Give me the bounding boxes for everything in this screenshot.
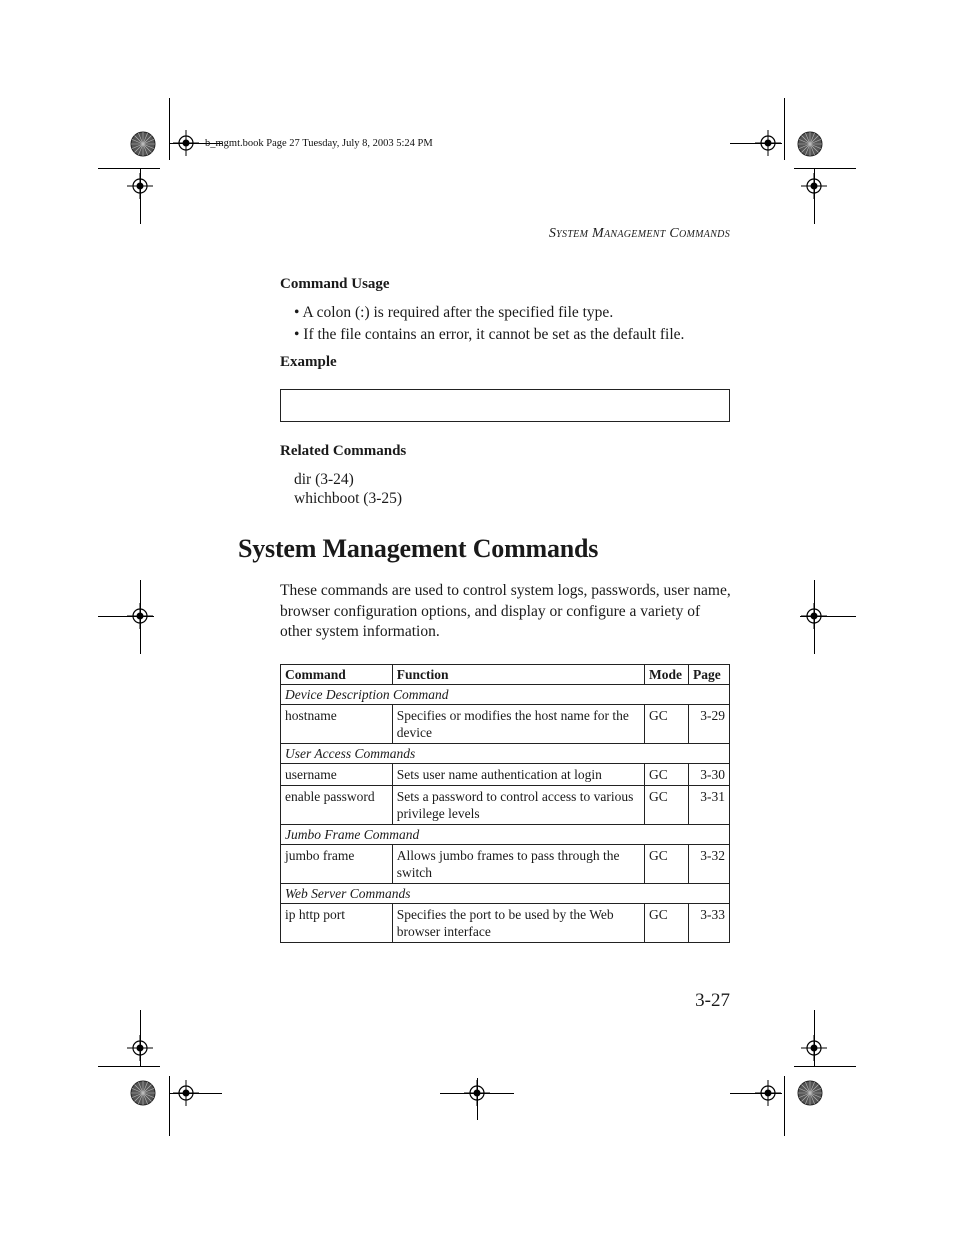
group-label: User Access Commands bbox=[281, 744, 730, 764]
running-head: System Management Commands bbox=[548, 226, 730, 241]
function-cell: Specifies or modifies the host name for the device bbox=[392, 705, 644, 744]
command-cell: hostname bbox=[281, 705, 393, 744]
group-label: Web Server Commands bbox=[281, 884, 730, 904]
table-row bbox=[281, 845, 730, 884]
print-slug: b_mgmt.book Page 27 Tuesday, July 8, 2003 5:24 PM bbox=[205, 138, 433, 149]
example-box bbox=[280, 389, 730, 422]
page-cell: 3-32 bbox=[689, 845, 730, 884]
function-cell: Allows jumbo frames to pass through the switch bbox=[392, 845, 644, 884]
mode-cell: GC bbox=[645, 845, 689, 884]
command-cell: username bbox=[281, 764, 393, 786]
table-row bbox=[281, 786, 730, 825]
table-row bbox=[281, 904, 730, 943]
mode-cell: GC bbox=[645, 705, 689, 744]
mode-cell: GC bbox=[645, 904, 689, 943]
commands-table bbox=[280, 664, 730, 943]
command-cell: enable password bbox=[281, 786, 393, 825]
column-header: Page bbox=[689, 665, 730, 685]
group-row bbox=[281, 825, 730, 845]
page-cell: 3-30 bbox=[689, 764, 730, 786]
related-commands-heading: Related Commands bbox=[280, 443, 407, 459]
usage-bullet: • If the file contains an error, it cannot be set as the default file. bbox=[294, 326, 685, 343]
function-cell: Sets user name authentication at login bbox=[392, 764, 644, 786]
table-row bbox=[281, 705, 730, 744]
group-row bbox=[281, 685, 730, 705]
example-heading: Example bbox=[280, 354, 337, 370]
section-title: System Management Commands bbox=[238, 534, 599, 563]
page-cell: 3-31 bbox=[689, 786, 730, 825]
section-intro: These commands are used to control system logs, passwords, user name, browser configuration options, and display or configure a variety of other system information. bbox=[280, 582, 731, 640]
table-row bbox=[281, 764, 730, 786]
function-cell: Sets a password to control access to various privilege levels bbox=[392, 786, 644, 825]
column-header: Function bbox=[392, 665, 644, 685]
table-header-row bbox=[281, 665, 730, 685]
related-command-item: whichboot (3-25) bbox=[294, 490, 403, 507]
mode-cell: GC bbox=[645, 786, 689, 825]
page-cell: 3-33 bbox=[689, 904, 730, 943]
command-cell: ip http port bbox=[281, 904, 393, 943]
column-header: Mode bbox=[645, 665, 689, 685]
group-row bbox=[281, 884, 730, 904]
command-usage-heading: Command Usage bbox=[280, 276, 390, 292]
usage-bullet: • A colon (:) is required after the specified file type. bbox=[294, 304, 614, 321]
related-command-item: dir (3-24) bbox=[294, 471, 354, 488]
command-cell: jumbo frame bbox=[281, 845, 393, 884]
column-header: Command bbox=[281, 665, 393, 685]
group-row bbox=[281, 744, 730, 764]
group-label: Device Description Command bbox=[281, 685, 730, 705]
page-cell: 3-29 bbox=[689, 705, 730, 744]
function-cell: Specifies the port to be used by the Web browser interface bbox=[392, 904, 644, 943]
group-label: Jumbo Frame Command bbox=[281, 825, 730, 845]
mode-cell: GC bbox=[645, 764, 689, 786]
page-number: 3-27 bbox=[695, 990, 730, 1011]
